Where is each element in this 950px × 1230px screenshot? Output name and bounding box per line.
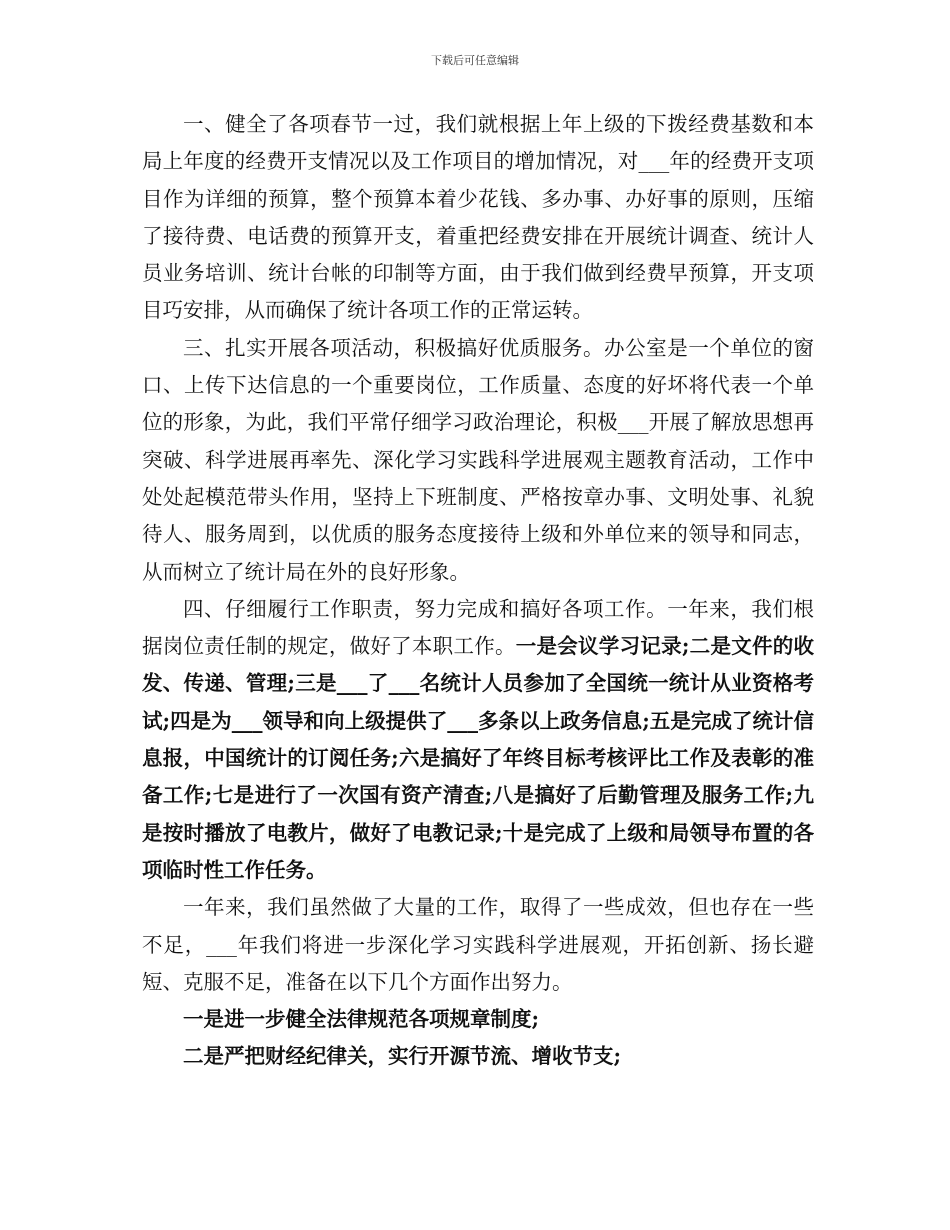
paragraph-4	[142, 889, 814, 1001]
paragraph-1-text: 一、健全了各项春节一过，我们就根据上年上级的下拨经费基数和本局上年度的经费开支情况以及工作项目的增加情况，对___年的经费开支项目作为详细的预算，整个预算本着少花钱、多办事、办好事的原则，压缩了接待费、电话费的预算开支，着重把经费安排在开展统计调查、统计人员业务培训、统计台帐的印制等方面，由于我们做到经费早预算，开支项目巧安排，从而确保了统计各项工作的正常运转。	[142, 112, 814, 323]
paragraph-2-text: 三、扎实开展各项活动，积极搞好优质服务。办公室是一个单位的窗口、上传下达信息的一个重要岗位，工作质量、态度的好坏将代表一个单位的形象，为此，我们平常仔细学习政治理论，积极___开展了解放思想再突破、科学进展再率先、深化学习实践科学进展观主题教育活动，工作中处处起模范带头作用，坚持上下班制度、严格按章办事、文明处事、礼貌待人、服务周到，以优质的服务态度接待上级和外单位来的领导和同志，从而树立了统计局在外的良好形象。	[142, 335, 814, 584]
paragraph-1	[142, 106, 814, 330]
paragraph-3-bold-text: 一是会议学习记录;二是文件的收发、传递、管理;三是___了___名统计人员参加了全国统一统计从业资格考试;四是为___领导和向上级提供了___多条以上政务信息;五是完成了统计信息报，中国统计的订阅任务;六是搞好了年终目标考核评比工作及表彰的准备工作;七是进行了一次国有资产清查;八是搞好了后勤管理及服务工作;九是按时播放了电教片，做好了电教记录;十是完成了上级和局领导布置的各项临时性工作任务。	[142, 634, 815, 882]
paragraph-4-text: 一年来，我们虽然做了大量的工作，取得了一些成效，但也存在一些不足，___年我们将进一步深化学习实践科学进展观，开拓创新、扬长避短、克服不足，准备在以下几个方面作出努力。	[142, 895, 814, 994]
document-body	[142, 106, 814, 1076]
paragraph-2	[142, 330, 814, 591]
paragraph-6	[142, 1038, 814, 1075]
page-header: 下载后可任意编辑	[431, 54, 519, 67]
paragraph-3	[142, 591, 814, 889]
paragraph-6-bold-text: 二是严把财经纪律关，实行开源节流、增收节支;	[183, 1044, 622, 1069]
paragraph-5-bold-text: 一是进一步健全法律规范各项规章制度;	[183, 1007, 540, 1032]
paragraph-3-text: 四、仔细履行工作职责，努力完成和搞好各项工作。一年来，我们根据岗位责任制的规定，做好了本职工作。	[142, 596, 814, 659]
paragraph-5	[142, 1001, 814, 1038]
